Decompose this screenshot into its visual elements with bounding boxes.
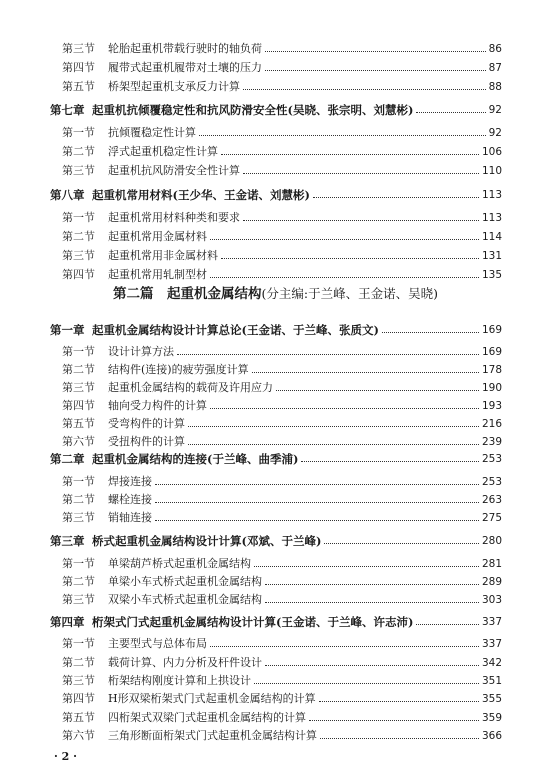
entry-page: 169 bbox=[481, 346, 502, 358]
dot-leader bbox=[416, 112, 485, 113]
toc-section bbox=[50, 593, 502, 607]
entry-number: 第五节 bbox=[62, 80, 95, 93]
entry-number: 第六节 bbox=[62, 435, 95, 448]
dot-leader bbox=[155, 502, 479, 503]
entry-page: 216 bbox=[481, 418, 502, 430]
entry-number: 第三节 bbox=[62, 42, 95, 55]
entry-title: 单梁葫芦桥式起重机金属结构 bbox=[108, 557, 251, 570]
entry-title: 起重机抗风防滑安全性计算 bbox=[108, 164, 240, 177]
dot-leader bbox=[243, 89, 486, 90]
dot-leader bbox=[210, 239, 479, 240]
entry-number: 第三节 bbox=[62, 674, 95, 687]
dot-leader bbox=[309, 720, 479, 721]
toc-section bbox=[50, 729, 502, 743]
toc-section bbox=[50, 493, 502, 507]
entry-page: 366 bbox=[481, 730, 502, 742]
dot-leader bbox=[301, 461, 479, 462]
entry-number: 第三节 bbox=[62, 249, 95, 262]
toc-section bbox=[50, 417, 502, 431]
toc-section bbox=[50, 399, 502, 413]
entry-page: 337 bbox=[481, 616, 502, 628]
toc-section bbox=[50, 692, 502, 706]
entry-number: 第一节 bbox=[62, 126, 95, 139]
entry-page: 359 bbox=[481, 712, 502, 724]
entry-title: 桁架式门式起重机金属结构设计计算(王金诺、于兰峰、许志沛) bbox=[92, 615, 414, 629]
toc-section bbox=[50, 126, 502, 140]
toc-section bbox=[50, 674, 502, 688]
entry-title: 履带式起重机履带对土壤的压力 bbox=[108, 61, 262, 74]
entry-title: 四桁架式双梁门式起重机金属结构的计算 bbox=[108, 711, 306, 724]
entry-title: 抗倾覆稳定性计算 bbox=[108, 126, 196, 139]
entry-title: 桥架型起重机支承反力计算 bbox=[108, 80, 240, 93]
entry-page: 88 bbox=[488, 81, 502, 93]
toc-chapter bbox=[50, 534, 502, 548]
entry-page: 178 bbox=[481, 364, 502, 376]
entry-page: 169 bbox=[481, 324, 502, 336]
toc-section bbox=[50, 511, 502, 525]
dot-leader bbox=[265, 51, 486, 52]
entry-page: 263 bbox=[481, 494, 502, 506]
entry-number: 第二节 bbox=[62, 145, 95, 158]
entry-title: 起重机抗倾覆稳定性和抗风防滑安全性(吴晓、张宗明、刘慧彬) bbox=[92, 103, 414, 117]
entry-number: 第二节 bbox=[62, 230, 95, 243]
dot-leader bbox=[188, 426, 479, 427]
entry-number: 第一节 bbox=[62, 637, 95, 650]
dot-leader bbox=[243, 220, 479, 221]
toc-chapter bbox=[50, 103, 502, 117]
entry-number: 第一节 bbox=[62, 557, 95, 570]
entry-title: 起重机常用非金属材料 bbox=[108, 249, 218, 262]
entry-number: 第三节 bbox=[62, 511, 95, 524]
entry-title: 双梁小车式桥式起重机金属结构 bbox=[108, 593, 262, 606]
entry-page: 275 bbox=[481, 512, 502, 524]
entry-page: 342 bbox=[481, 657, 502, 669]
entry-number: 第四节 bbox=[62, 268, 95, 281]
entry-title: 轴向受力构件的计算 bbox=[108, 399, 207, 412]
entry-page: 92 bbox=[488, 127, 502, 139]
entry-title: 销轴连接 bbox=[108, 511, 152, 524]
dot-leader bbox=[188, 444, 479, 445]
entry-title: 起重机金属结构的载荷及许用应力 bbox=[108, 381, 273, 394]
dot-leader bbox=[252, 372, 479, 373]
dot-leader bbox=[243, 173, 479, 174]
toc-section bbox=[50, 211, 502, 225]
entry-title: 焊接连接 bbox=[108, 475, 152, 488]
entry-page: 280 bbox=[481, 535, 502, 547]
dot-leader bbox=[313, 197, 479, 198]
entry-number: 第四章 bbox=[50, 615, 85, 629]
entry-number: 第四节 bbox=[62, 61, 95, 74]
entry-page: 253 bbox=[481, 476, 502, 488]
part-heading bbox=[0, 282, 551, 302]
entry-title: 载荷计算、内力分析及杆件设计 bbox=[108, 656, 262, 669]
entry-title: H形双梁桁架式门式起重机金属结构的计算 bbox=[108, 692, 316, 705]
toc-section bbox=[50, 575, 502, 589]
toc-section bbox=[50, 475, 502, 489]
entry-number: 第二节 bbox=[62, 363, 95, 376]
toc-section bbox=[50, 656, 502, 670]
entry-title: 轮胎起重机带载行驶时的轴负荷 bbox=[108, 42, 262, 55]
entry-page: 193 bbox=[481, 400, 502, 412]
entry-number: 第二节 bbox=[62, 493, 95, 506]
toc-section bbox=[50, 381, 502, 395]
entry-title: 受弯构件的计算 bbox=[108, 417, 185, 430]
entry-title: 起重机常用材料(王少华、王金诺、刘慧彬) bbox=[92, 188, 310, 202]
entry-number: 第三章 bbox=[50, 534, 85, 548]
entry-title: 设计计算方法 bbox=[108, 345, 174, 358]
dot-leader bbox=[319, 701, 479, 702]
dot-leader bbox=[155, 484, 479, 485]
entry-title: 浮式起重机稳定性计算 bbox=[108, 145, 218, 158]
entry-page: 86 bbox=[488, 43, 502, 55]
part-title: 第二篇 起重机金属结构 bbox=[113, 286, 262, 302]
dot-leader bbox=[265, 70, 486, 71]
entry-number: 第二节 bbox=[62, 656, 95, 669]
dot-leader bbox=[320, 738, 479, 739]
toc-chapter bbox=[50, 452, 502, 466]
toc-section bbox=[50, 711, 502, 725]
entry-page: 355 bbox=[481, 693, 502, 705]
dot-leader bbox=[155, 520, 479, 521]
dot-leader bbox=[254, 683, 479, 684]
entry-page: 106 bbox=[481, 146, 502, 158]
entry-page: 239 bbox=[481, 436, 502, 448]
dot-leader bbox=[324, 543, 479, 544]
entry-title: 三角形断面桁架式门式起重机金属结构计算 bbox=[108, 729, 317, 742]
dot-leader bbox=[382, 332, 479, 333]
toc-section bbox=[50, 345, 502, 359]
toc-section bbox=[50, 42, 502, 56]
entry-number: 第一章 bbox=[50, 323, 85, 337]
dot-leader bbox=[276, 390, 479, 391]
entry-number: 第三节 bbox=[62, 381, 95, 394]
entry-page: 190 bbox=[481, 382, 502, 394]
entry-page: 110 bbox=[481, 165, 502, 177]
entry-number: 第一节 bbox=[62, 211, 95, 224]
entry-page: 87 bbox=[488, 62, 502, 74]
entry-page: 92 bbox=[488, 104, 502, 116]
entry-title: 受扭构件的计算 bbox=[108, 435, 185, 448]
dot-leader bbox=[210, 646, 479, 647]
dot-leader bbox=[265, 584, 479, 585]
entry-title: 起重机常用金属材料 bbox=[108, 230, 207, 243]
dot-leader bbox=[416, 624, 479, 625]
entry-number: 第三节 bbox=[62, 593, 95, 606]
entry-page: 289 bbox=[481, 576, 502, 588]
entry-title: 起重机金属结构的连接(于兰峰、曲季浦) bbox=[92, 452, 299, 466]
entry-number: 第二章 bbox=[50, 452, 85, 466]
entry-page: 281 bbox=[481, 558, 502, 570]
toc-chapter bbox=[50, 188, 502, 202]
toc-section bbox=[50, 80, 502, 94]
entry-page: 114 bbox=[481, 231, 502, 243]
entry-number: 第八章 bbox=[50, 188, 85, 202]
entry-page: 113 bbox=[481, 189, 502, 201]
entry-page: 253 bbox=[481, 453, 502, 465]
dot-leader bbox=[265, 665, 479, 666]
dot-leader bbox=[199, 135, 486, 136]
toc-section bbox=[50, 557, 502, 571]
dot-leader bbox=[221, 258, 479, 259]
entry-number: 第三节 bbox=[62, 164, 95, 177]
entry-page: 131 bbox=[481, 250, 502, 262]
entry-title: 结构件(连接)的疲劳强度计算 bbox=[108, 363, 249, 376]
entry-page: 351 bbox=[481, 675, 502, 687]
toc-section bbox=[50, 363, 502, 377]
toc-section bbox=[50, 435, 502, 449]
toc-section bbox=[50, 637, 502, 651]
entry-title: 桥式起重机金属结构设计计算(邓斌、于兰峰) bbox=[92, 534, 322, 548]
dot-leader bbox=[265, 602, 479, 603]
toc-chapter bbox=[50, 323, 502, 337]
entry-number: 第七章 bbox=[50, 103, 85, 117]
toc-chapter bbox=[50, 615, 502, 629]
entry-page: 113 bbox=[481, 212, 502, 224]
toc-section bbox=[50, 230, 502, 244]
dot-leader bbox=[177, 354, 479, 355]
entry-title: 桁架结构刚度计算和上拱设计 bbox=[108, 674, 251, 687]
entry-number: 第一节 bbox=[62, 345, 95, 358]
dot-leader bbox=[221, 154, 479, 155]
entry-number: 第一节 bbox=[62, 475, 95, 488]
page-number: · 2 · bbox=[54, 750, 77, 763]
entry-title: 起重机金属结构设计计算总论(王金诺、于兰峰、张质文) bbox=[92, 323, 379, 337]
entry-title: 起重机常用轧制型材 bbox=[108, 268, 207, 281]
dot-leader bbox=[210, 277, 479, 278]
entry-title: 起重机常用材料种类和要求 bbox=[108, 211, 240, 224]
entry-title: 螺栓连接 bbox=[108, 493, 152, 506]
entry-number: 第二节 bbox=[62, 575, 95, 588]
entry-page: 303 bbox=[481, 594, 502, 606]
dot-leader bbox=[254, 566, 479, 567]
entry-page: 135 bbox=[481, 269, 502, 281]
toc-section bbox=[50, 249, 502, 263]
entry-number: 第六节 bbox=[62, 729, 95, 742]
entry-page: 337 bbox=[481, 638, 502, 650]
toc-section bbox=[50, 61, 502, 75]
entry-number: 第四节 bbox=[62, 399, 95, 412]
toc-section bbox=[50, 164, 502, 178]
part-subtitle: (分主编:于兰峰、王金诺、吴晓) bbox=[261, 286, 438, 301]
entry-number: 第四节 bbox=[62, 692, 95, 705]
dot-leader bbox=[210, 408, 479, 409]
entry-title: 单梁小车式桥式起重机金属结构 bbox=[108, 575, 262, 588]
entry-title: 主要型式与总体布局 bbox=[108, 637, 207, 650]
entry-number: 第五节 bbox=[62, 417, 95, 430]
toc-section bbox=[50, 145, 502, 159]
toc-section bbox=[50, 268, 502, 282]
entry-number: 第五节 bbox=[62, 711, 95, 724]
